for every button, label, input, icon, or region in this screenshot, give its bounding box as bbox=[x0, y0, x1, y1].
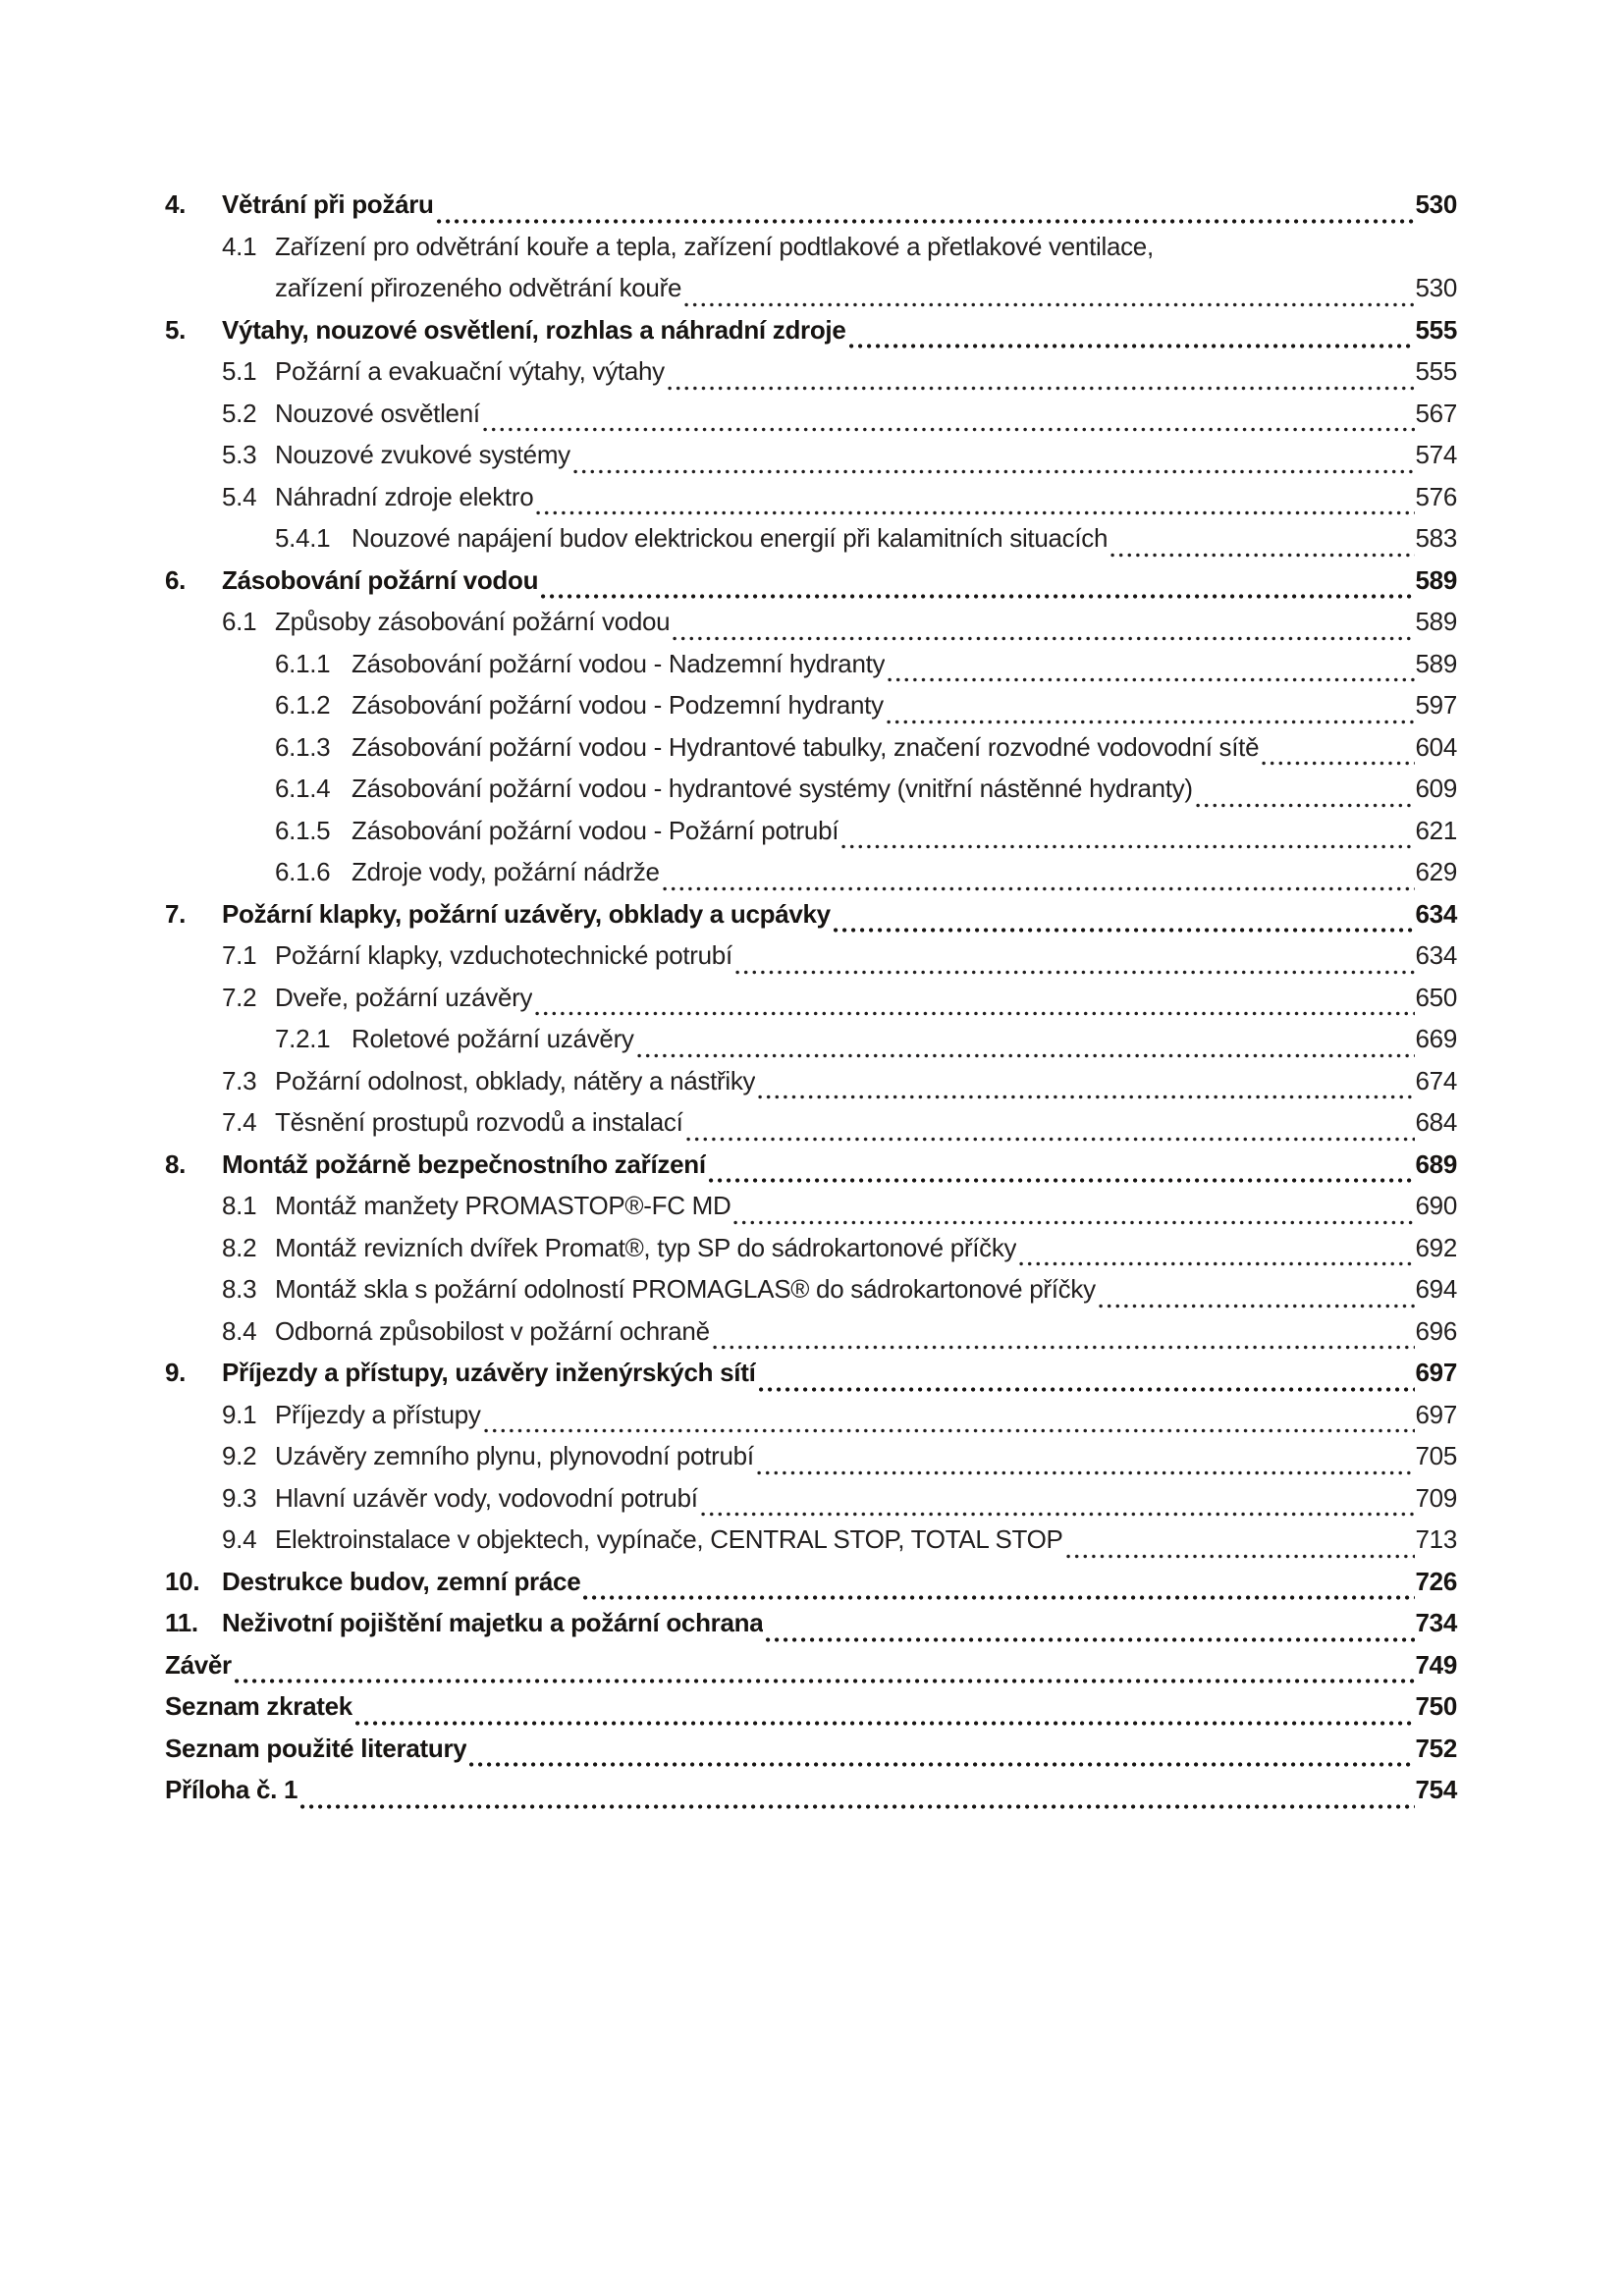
toc-entry-label: Odborná způsobilost v požární ochraně bbox=[275, 1315, 710, 1346]
toc-entry-number: 7.2 bbox=[222, 982, 257, 1012]
toc-entry-label: Destrukce budov, zemní práce bbox=[222, 1566, 581, 1596]
toc-entry-number: 8.1 bbox=[222, 1191, 257, 1220]
dot-leader bbox=[535, 1011, 1414, 1016]
toc-entry-page: 555 bbox=[1415, 356, 1457, 386]
toc-entry bbox=[165, 482, 1457, 524]
toc-entry-page: 752 bbox=[1415, 1733, 1457, 1763]
toc-entry-page: 689 bbox=[1415, 1148, 1457, 1179]
toc-entry-number: 4.1 bbox=[222, 231, 257, 261]
dot-leader bbox=[709, 1178, 1415, 1183]
toc-entry-continuation bbox=[165, 273, 1457, 315]
toc-entry bbox=[165, 1775, 1457, 1817]
table-of-contents bbox=[165, 189, 1457, 1817]
toc-entry-number: 9.3 bbox=[222, 1482, 257, 1513]
toc-entry bbox=[165, 232, 1457, 274]
toc-entry-label: zařízení přirozeného odvětrání kouře bbox=[275, 273, 682, 302]
toc-entry bbox=[165, 189, 1457, 232]
toc-entry bbox=[165, 857, 1457, 899]
toc-entry bbox=[165, 523, 1457, 565]
toc-entry-page: 597 bbox=[1415, 690, 1457, 720]
toc-entry-label: Montáž manžety PROMASTOP®-FC MD bbox=[275, 1191, 731, 1220]
toc-entry-page: 669 bbox=[1415, 1024, 1457, 1053]
toc-entry-number: 6.1.2 bbox=[275, 690, 331, 720]
toc-entry-label: Roletové požární uzávěry bbox=[352, 1024, 634, 1053]
toc-entry-number: 10. bbox=[165, 1566, 200, 1596]
toc-entry bbox=[165, 774, 1457, 816]
toc-entry bbox=[165, 1691, 1457, 1734]
toc-entry bbox=[165, 1400, 1457, 1442]
toc-entry-label: Požární klapky, vzduchotechnické potrubí bbox=[275, 940, 732, 970]
toc-entry bbox=[165, 1608, 1457, 1650]
dot-leader bbox=[1066, 1554, 1415, 1559]
toc-entry-number: 9.2 bbox=[222, 1441, 257, 1470]
toc-entry-number: 5. bbox=[165, 314, 187, 345]
dot-leader bbox=[686, 1137, 1415, 1142]
toc-entry-page: 697 bbox=[1415, 1399, 1457, 1429]
toc-entry-number: 6.1.5 bbox=[275, 815, 331, 845]
toc-entry-number: 9.1 bbox=[222, 1399, 257, 1429]
toc-entry-label: Hlavní uzávěr vody, vodovodní potrubí bbox=[275, 1482, 698, 1513]
toc-entry-label: Montáž požárně bezpečnostního zařízení bbox=[222, 1148, 706, 1179]
toc-entry-page: 694 bbox=[1415, 1274, 1457, 1304]
toc-entry-number: 7.2.1 bbox=[275, 1024, 331, 1053]
toc-entry-label: Závěr bbox=[165, 1649, 232, 1680]
toc-entry-label: Seznam použité literatury bbox=[165, 1733, 467, 1763]
toc-entry-label: Elektroinstalace v objektech, vypínače, CENTRAL STOP, TOTAL STOP bbox=[275, 1524, 1063, 1554]
toc-entry-number: 9.4 bbox=[222, 1524, 257, 1554]
toc-entry-label: Náhradní zdroje elektro bbox=[275, 481, 534, 511]
toc-entry-page: 674 bbox=[1415, 1065, 1457, 1095]
toc-entry-number: 8.2 bbox=[222, 1232, 257, 1262]
toc-entry-page: 574 bbox=[1415, 440, 1457, 469]
toc-entry-page: 697 bbox=[1415, 1358, 1457, 1387]
toc-entry-page: 604 bbox=[1415, 731, 1457, 762]
toc-entry-number: 6.1 bbox=[222, 607, 257, 636]
toc-entry-label: Příjezdy a přístupy bbox=[275, 1399, 481, 1429]
dot-leader bbox=[834, 928, 1415, 933]
toc-entry bbox=[165, 315, 1457, 357]
toc-entry-page: 754 bbox=[1415, 1775, 1457, 1804]
toc-entry bbox=[165, 1441, 1457, 1483]
toc-entry bbox=[165, 607, 1457, 649]
toc-entry-label: Uzávěry zemního plynu, plynovodní potrubí bbox=[275, 1441, 754, 1470]
dot-leader bbox=[583, 1595, 1414, 1600]
toc-entry-label: Příloha č. 1 bbox=[165, 1775, 298, 1804]
dot-leader bbox=[759, 1387, 1415, 1392]
dot-leader bbox=[887, 720, 1415, 724]
toc-entry-page: 609 bbox=[1415, 774, 1457, 803]
toc-entry-page: 629 bbox=[1415, 857, 1457, 886]
toc-entry-number: 8. bbox=[165, 1148, 187, 1179]
toc-entry-number: 4. bbox=[165, 189, 187, 219]
dot-leader bbox=[841, 844, 1414, 849]
toc-entry-number: 9. bbox=[165, 1358, 187, 1387]
dot-leader bbox=[355, 1721, 1415, 1726]
toc-entry-label: Zásobování požární vodou - Podzemní hydranty bbox=[352, 690, 884, 720]
toc-entry-page: 589 bbox=[1415, 564, 1457, 595]
toc-entry-label: Nouzové zvukové systémy bbox=[275, 440, 570, 469]
toc-entry-page: 713 bbox=[1415, 1524, 1457, 1554]
toc-entry-label: Větrání při požáru bbox=[222, 189, 434, 219]
toc-entry bbox=[165, 690, 1457, 732]
toc-entry-number: 6.1.3 bbox=[275, 731, 331, 762]
dot-leader bbox=[484, 1428, 1415, 1433]
toc-entry-page: 709 bbox=[1415, 1482, 1457, 1513]
toc-entry-label: Montáž skla s požární odolností PROMAGLAS® do sádrokartonové příčky bbox=[275, 1274, 1096, 1304]
toc-entry-number: 8.4 bbox=[222, 1315, 257, 1346]
toc-entry bbox=[165, 899, 1457, 941]
dot-leader bbox=[1110, 553, 1414, 558]
toc-entry-page: 634 bbox=[1415, 940, 1457, 970]
toc-entry bbox=[165, 1107, 1457, 1149]
dot-leader bbox=[888, 677, 1414, 682]
dot-leader bbox=[684, 302, 1414, 307]
toc-entry bbox=[165, 356, 1457, 399]
toc-entry-label: Montáž revizních dvířek Promat®, typ SP do sádrokartonové příčky bbox=[275, 1232, 1017, 1262]
toc-entry-number: 7. bbox=[165, 898, 187, 929]
dot-leader bbox=[1099, 1304, 1415, 1308]
toc-entry bbox=[165, 1274, 1457, 1316]
dot-leader bbox=[573, 469, 1415, 474]
toc-entry-page: 705 bbox=[1415, 1441, 1457, 1470]
toc-entry-number: 7.1 bbox=[222, 940, 257, 970]
toc-entry-page: 621 bbox=[1415, 815, 1457, 845]
toc-entry bbox=[165, 440, 1457, 482]
toc-entry bbox=[165, 1567, 1457, 1609]
toc-entry bbox=[165, 1149, 1457, 1192]
toc-entry bbox=[165, 649, 1457, 691]
toc-entry-number: 6.1.1 bbox=[275, 648, 331, 678]
toc-entry-page: 734 bbox=[1415, 1608, 1457, 1637]
toc-entry-label: Zásobování požární vodou - Nadzemní hydranty bbox=[352, 648, 886, 678]
dot-leader bbox=[733, 1220, 1414, 1225]
toc-entry-page: 692 bbox=[1415, 1232, 1457, 1262]
toc-entry-label: Zásobování požární vodou - Hydrantové tabulky, značení rozvodné vodovodní sítě bbox=[352, 731, 1260, 762]
toc-entry-label: Dveře, požární uzávěry bbox=[275, 982, 533, 1012]
toc-entry-number: 6.1.4 bbox=[275, 774, 331, 803]
dot-leader bbox=[701, 1512, 1415, 1517]
toc-entry-number: 8.3 bbox=[222, 1274, 257, 1304]
dot-leader bbox=[668, 386, 1415, 391]
dot-leader bbox=[735, 970, 1415, 975]
toc-entry-label: Zdroje vody, požární nádrže bbox=[352, 857, 660, 886]
dot-leader bbox=[469, 1762, 1414, 1767]
toc-entry-label: Zásobování požární vodou - hydrantové systémy (vnitřní nástěnné hydranty) bbox=[352, 774, 1193, 803]
toc-entry-label: Způsoby zásobování požární vodou bbox=[275, 607, 671, 636]
toc-entry bbox=[165, 1524, 1457, 1567]
dot-leader bbox=[300, 1804, 1414, 1809]
toc-entry bbox=[165, 1191, 1457, 1233]
dot-leader bbox=[673, 636, 1414, 641]
toc-entry-number: 5.4.1 bbox=[275, 523, 331, 553]
toc-entry-label: Seznam zkratek bbox=[165, 1691, 352, 1721]
toc-entry-label: Nouzové osvětlení bbox=[275, 398, 480, 428]
toc-entry-page: 576 bbox=[1415, 481, 1457, 511]
toc-entry bbox=[165, 983, 1457, 1025]
toc-entry-number: 5.4 bbox=[222, 481, 257, 511]
toc-entry bbox=[165, 1024, 1457, 1066]
dot-leader bbox=[713, 1345, 1415, 1350]
dot-leader bbox=[758, 1095, 1414, 1099]
dot-leader bbox=[483, 427, 1415, 432]
toc-entry-page: 555 bbox=[1415, 314, 1457, 345]
dot-leader bbox=[1019, 1261, 1414, 1266]
dot-leader bbox=[235, 1679, 1415, 1683]
toc-entry bbox=[165, 1358, 1457, 1400]
toc-entry-page: 530 bbox=[1415, 189, 1457, 219]
toc-entry-number: 5.3 bbox=[222, 440, 257, 469]
dot-leader bbox=[766, 1637, 1414, 1642]
toc-entry bbox=[165, 1316, 1457, 1359]
toc-entry-label: Zásobování požární vodou - Požární potrubí bbox=[352, 815, 839, 845]
toc-entry-page: 696 bbox=[1415, 1315, 1457, 1346]
toc-entry bbox=[165, 1233, 1457, 1275]
toc-entry-page: 634 bbox=[1415, 898, 1457, 929]
toc-entry-number: 7.4 bbox=[222, 1107, 257, 1137]
toc-entry bbox=[165, 732, 1457, 774]
toc-entry-page: 650 bbox=[1415, 982, 1457, 1012]
toc-entry-number: 6. bbox=[165, 564, 187, 595]
dot-leader bbox=[637, 1053, 1415, 1058]
toc-entry-label: Příjezdy a přístupy, uzávěry inženýrských sítí bbox=[222, 1358, 756, 1387]
toc-entry-label: Zásobování požární vodou bbox=[222, 564, 539, 595]
toc-entry-page: 684 bbox=[1415, 1107, 1457, 1137]
toc-entry-page: 583 bbox=[1415, 523, 1457, 553]
toc-entry-label: Zařízení pro odvětrání kouře a tepla, zařízení podtlakové a přetlakové ventilace, bbox=[275, 231, 1154, 261]
toc-entry-number: 11. bbox=[165, 1608, 198, 1637]
toc-entry-page: 530 bbox=[1415, 273, 1457, 302]
toc-entry bbox=[165, 1650, 1457, 1692]
toc-entry-page: 589 bbox=[1415, 607, 1457, 636]
toc-entry-page: 749 bbox=[1415, 1649, 1457, 1680]
toc-entry-page: 690 bbox=[1415, 1191, 1457, 1220]
dot-leader bbox=[1262, 761, 1414, 766]
toc-entry-label: Neživotní pojištění majetku a požární ochrana bbox=[222, 1608, 764, 1637]
dot-leader bbox=[536, 510, 1414, 515]
toc-entry-number: 5.1 bbox=[222, 356, 257, 386]
toc-entry-label: Požární klapky, požární uzávěry, obklady a ucpávky bbox=[222, 898, 831, 929]
dot-leader bbox=[663, 886, 1415, 891]
toc-entry bbox=[165, 1483, 1457, 1525]
toc-entry-page: 750 bbox=[1415, 1691, 1457, 1721]
toc-entry-label: Těsnění prostupů rozvodů a instalací bbox=[275, 1107, 683, 1137]
dot-leader bbox=[437, 219, 1415, 224]
dot-leader bbox=[1196, 803, 1415, 808]
toc-entry bbox=[165, 1066, 1457, 1108]
toc-entry bbox=[165, 565, 1457, 608]
toc-entry bbox=[165, 399, 1457, 441]
toc-entry-number: 5.2 bbox=[222, 398, 257, 428]
dot-leader bbox=[849, 344, 1415, 348]
dot-leader bbox=[757, 1470, 1415, 1475]
toc-entry-label: Výtahy, nouzové osvětlení, rozhlas a náhradní zdroje bbox=[222, 314, 846, 345]
toc-entry-page: 589 bbox=[1415, 648, 1457, 678]
toc-entry-number: 6.1.6 bbox=[275, 857, 331, 886]
toc-entry-page: 726 bbox=[1415, 1566, 1457, 1596]
toc-entry-number: 7.3 bbox=[222, 1065, 257, 1095]
dot-leader bbox=[541, 594, 1414, 599]
toc-entry bbox=[165, 816, 1457, 858]
toc-entry-label: Nouzové napájení budov elektrickou energií při kalamitních situacích bbox=[352, 523, 1109, 553]
toc-entry-label: Požární odolnost, obklady, nátěry a nástřiky bbox=[275, 1065, 756, 1095]
toc-entry-page: 567 bbox=[1415, 398, 1457, 428]
toc-entry-label: Požární a evakuační výtahy, výtahy bbox=[275, 356, 665, 386]
toc-entry bbox=[165, 1734, 1457, 1776]
toc-entry bbox=[165, 940, 1457, 983]
